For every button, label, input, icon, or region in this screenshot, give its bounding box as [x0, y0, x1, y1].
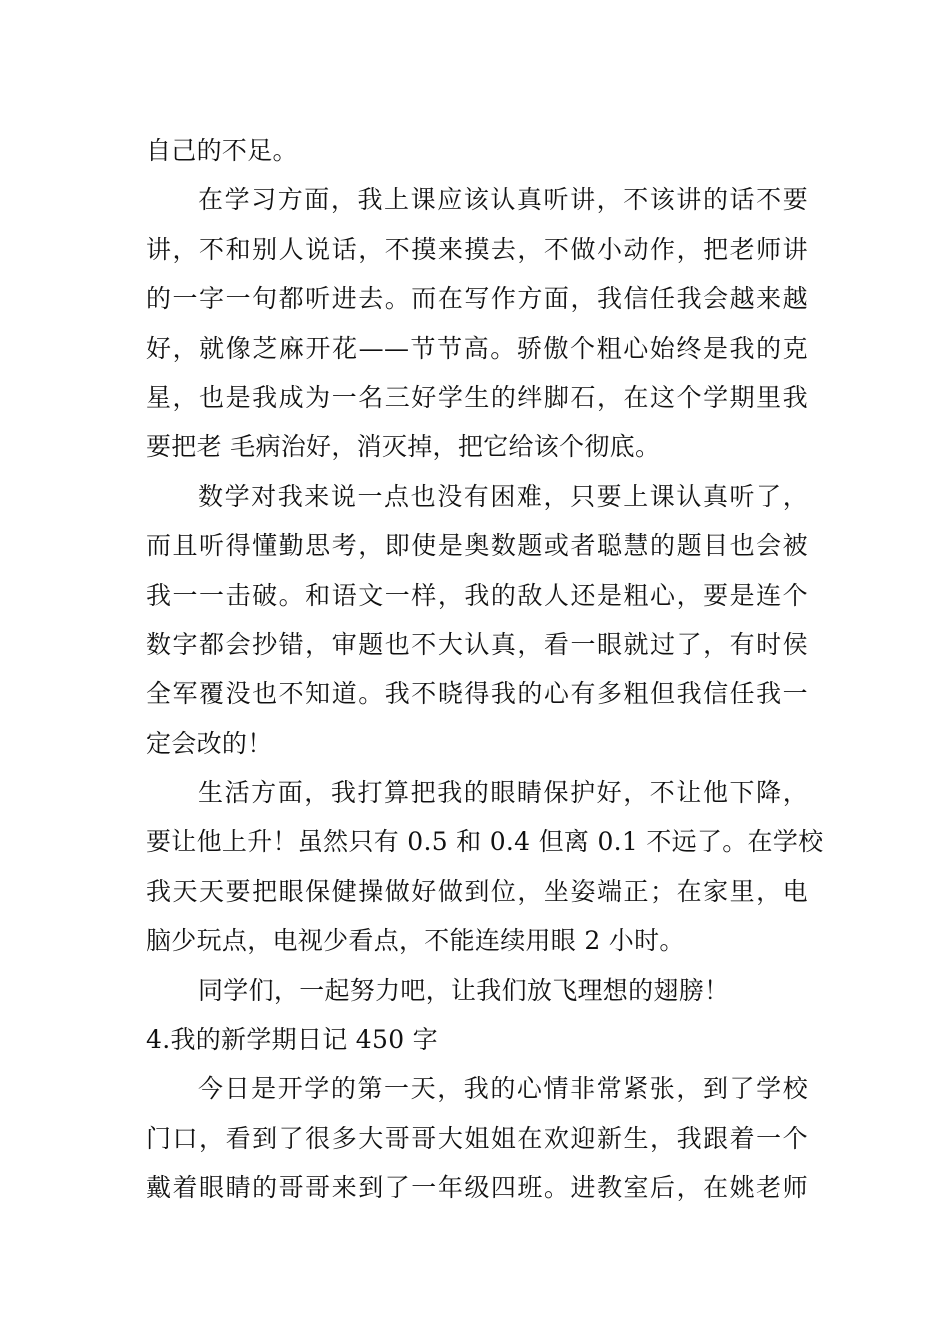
text-line: 脑少玩点，电视少看点，不能连续用眼 2 小时。 [146, 926, 685, 956]
text-line: 的一字一句都听进去。而在写作方面，我信任我会越来越 [146, 284, 808, 314]
text-line: 要让他上升！虽然只有 0.5 和 0.4 但离 0.1 不远了。在学校 [146, 827, 824, 857]
section-heading: 4.我的新学期日记 450 字 [146, 1025, 438, 1055]
paragraph-first-line: 生活方面，我打算把我的眼睛保护好，不让他下降， [198, 778, 808, 808]
text-line: 全军覆没也不知道。我不晓得我的心有多粗但我信任我一 [146, 679, 808, 709]
paragraph-first-line: 数学对我来说一点也没有困难，只要上课认真听了， [198, 481, 808, 511]
text-line: 好，就像芝麻开花——节节高。骄傲个粗心始终是我的克 [146, 333, 808, 363]
text-line: 门口，看到了很多大哥哥大姐姐在欢迎新生，我跟着一个 [146, 1123, 808, 1153]
text-line: 星，也是我成为一名三好学生的绊脚石，在这个学期里我 [146, 382, 808, 412]
text-line: 定会改的！ [146, 728, 273, 758]
text-line: 讲，不和别人说话，不摸来摸去，不做小动作，把老师讲 [146, 234, 808, 264]
text-line: 而且听得懂勤思考，即使是奥数题或者聪慧的题目也会被 [146, 531, 808, 561]
text-line: 自己的不足。 [146, 136, 298, 165]
paragraph-first-line: 同学们，一起努力吧，让我们放飞理想的翅膀！ [198, 975, 730, 1005]
text-line: 我一一击破。和语文一样，我的敌人还是粗心，要是连个 [146, 580, 808, 610]
paragraph-first-line: 今日是开学的第一天，我的心情非常紧张，到了学校 [198, 1074, 808, 1104]
text-line: 戴着眼睛的哥哥来到了一年级四班。进教室后，在姚老师 [146, 1173, 808, 1203]
document-body [146, 126, 824, 1213]
paragraph-first-line: 在学习方面，我上课应该认真听讲，不该讲的话不要 [198, 185, 808, 215]
text-line: 我天天要把眼保健操做好做到位，坐姿端正；在家里，电 [146, 876, 808, 906]
text-line: 要把老 毛病治好，消灭掉，把它给该个彻底。 [146, 432, 661, 462]
text-line: 数字都会抄错，审题也不大认真，看一眼就过了，有时侯 [146, 629, 808, 659]
